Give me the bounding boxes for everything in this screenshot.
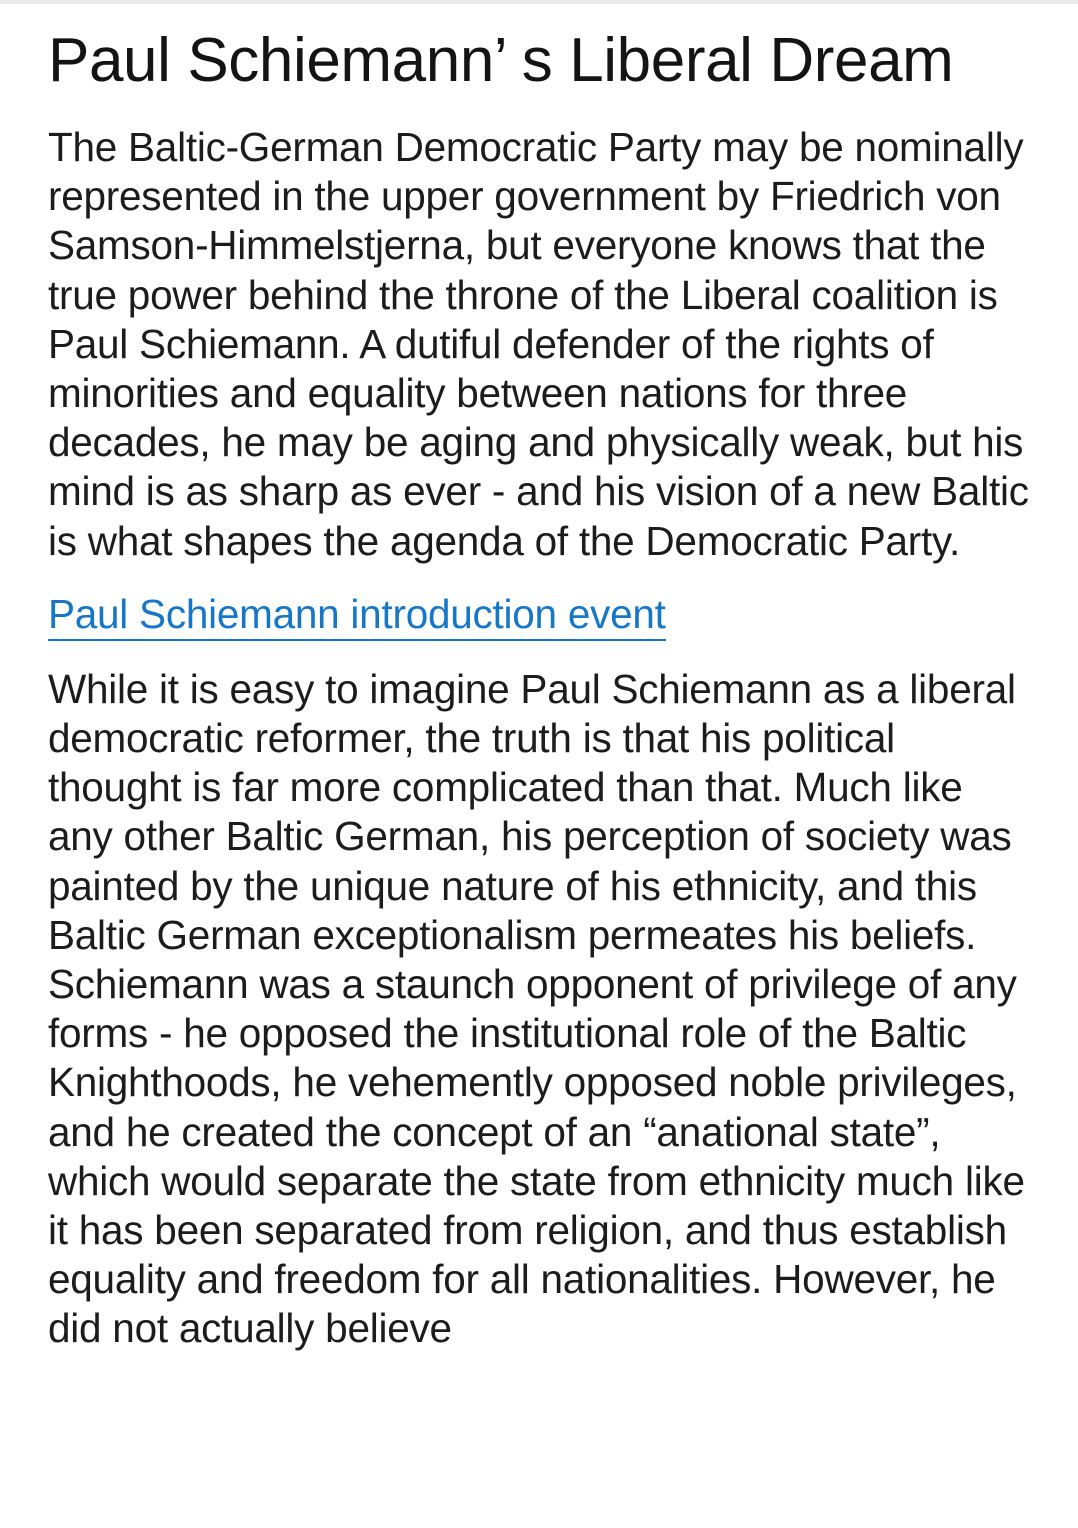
article: [48, 24, 1038, 1354]
top-edge-divider: [0, 0, 1078, 4]
page-title: Paul Schiemann’ s Liberal Dream: [48, 26, 954, 95]
introduction-event-link[interactable]: Paul Schiemann introduction event: [48, 590, 666, 641]
body-paragraph: While it is easy to imagine Paul Schiemann as a liberal democratic reformer, the truth is that his political thought is far more complicated than that. Much like any other Baltic German, his perception of society was painted by the unique nature of his ethnicity, and this Baltic German exceptionalism permeates his beliefs. Schiemann was a staunch opponent of privilege of any forms - he opposed the institutional role of the Baltic Knighthoods, he vehemently opposed noble privileges, and he created the concept of an “anational state”, which would separate the state from ethnicity much like it has been separated from religion, and thus establish equality and freedom for all nationalities. However, he did not actually believe: [48, 665, 1025, 1352]
intro-paragraph: The Baltic-German Democratic Party may be nominally represented in the upper government by Friedrich von Samson-Himmelstjerna, but everyone knows that the true power behind the throne of the Liberal coalition is Paul Schiemann. A dutiful defender of the rights of minorities and equality between nations for three decades, he may be aging and physically weak, but his mind is as sharp as ever - and his vision of a new Baltic is what shapes the agenda of the Democratic Party.: [48, 124, 1029, 564]
